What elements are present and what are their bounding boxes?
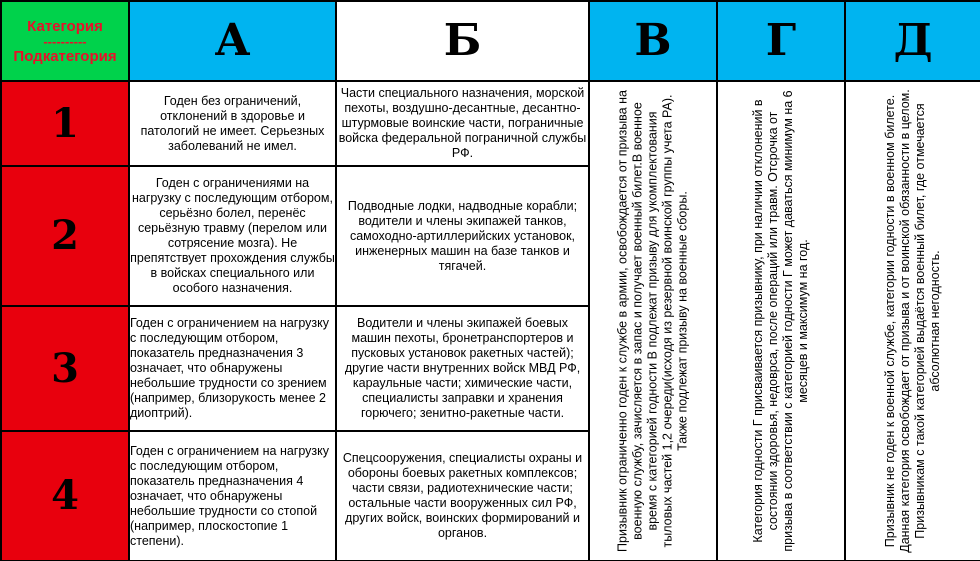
cell-v-description <box>589 81 717 561</box>
table-row <box>1 81 980 166</box>
column-header-b: Б <box>336 1 589 81</box>
corner-subcategory-label: Подкатегория <box>13 47 117 65</box>
cell-a-3: Годен с ограничением на нагрузку с последующим отбором, показатель предназначения 3 означает, что обнаружены небольшие трудности со зрением (например, близорукость менее 2 диоптрий). <box>129 306 336 431</box>
cell-d-rotation-wrapper <box>846 82 980 560</box>
row-number-1: 1 <box>1 81 129 166</box>
cell-d-description <box>845 81 980 561</box>
corner-category-label: Категория <box>27 17 103 35</box>
cell-g-text: Категория годности Г присваивается призывнику, при наличии отклонений в состоянии здоровья, недоврса, после операций или травм. Отсрочка от призыва в соответствии с категорией годности Г может даваться минимум на 6 месяцев и максимум на год. <box>751 90 810 552</box>
cell-b-1: Части специального назначения, морской пехоты, воздушно-десантные, десантно-штурмовые воинские части, пограничные войска федеральной пограничной службы РФ. <box>336 81 589 166</box>
row-number-4: 4 <box>1 431 129 561</box>
corner-divider-dashes: ---------- <box>43 33 87 49</box>
column-header-d: Д <box>845 1 980 81</box>
column-header-g: Г <box>717 1 845 81</box>
cell-a-2: Годен с ограничениями на нагрузку с последующим отбором, серьёзно болел, перенёс серьёзную травму (перелом или сотрясение мозга). Не препятствует прохождения службы в войсках специального или особого назначения. <box>129 166 336 306</box>
cell-g-rotation-wrapper <box>718 82 844 560</box>
cell-b-4: Спецсооружения, специалисты охраны и обороны боевых ракетных комплексов; части связи, радиотехнические части; остальные части вооруженных сил РФ, других войск, воинских формирований и органов. <box>336 431 589 561</box>
header-row <box>1 1 980 81</box>
column-header-a: А <box>129 1 336 81</box>
cell-b-3: Водители и члены экипажей боевых машин пехоты, бронетранспортеров и пусковых установок ракетных частей); другие части внутренних войск МВД РФ, караульные части; химические части, специалисты заправки и хранения горючего; зенитно-ракетные части. <box>336 306 589 431</box>
row-number-2: 2 <box>1 166 129 306</box>
cell-b-2: Подводные лодки, надводные корабли; водители и члены экипажей танков, самоходно-артиллерийских установок, инженерных машин на базе танков и тягачей. <box>336 166 589 306</box>
cell-a-1: Годен без ограничений, отклонений в здоровье и патологий не имеет. Серьезных заболеваний не имел. <box>129 81 336 166</box>
cell-g-description <box>717 81 845 561</box>
cell-d-text: Призывник не годен к военной службе, категории годности в военном билете. Данная категория освобождает от призыва и от воинской обязанности в целом. Призывникам с такой категорией выдаётся военный билет, где отмечается абсолютная негодность. <box>883 89 942 553</box>
cell-v-rotation-wrapper <box>590 82 716 560</box>
cell-v-text: Призывник ограниченно годен к службе в армии, освобождается от призыва на военную службу, зачисляется в запас и получает военный билет.В военное время с категорией годности В подлежат призыву для укомплектования тыловых частей 1,2 очереди(исходя из резервной воинской группы учета РА). Также подлежат призыву на военные сборы. <box>615 90 690 552</box>
column-header-v: В <box>589 1 717 81</box>
corner-legend-cell <box>1 1 129 81</box>
row-number-3: 3 <box>1 306 129 431</box>
cell-a-4: Годен с ограничением на нагрузку с последующим отбором, показатель предназначения 4 означает, что обнаружены небольшие трудности со стопой (например, плоскостопие 1 степени). <box>129 431 336 561</box>
